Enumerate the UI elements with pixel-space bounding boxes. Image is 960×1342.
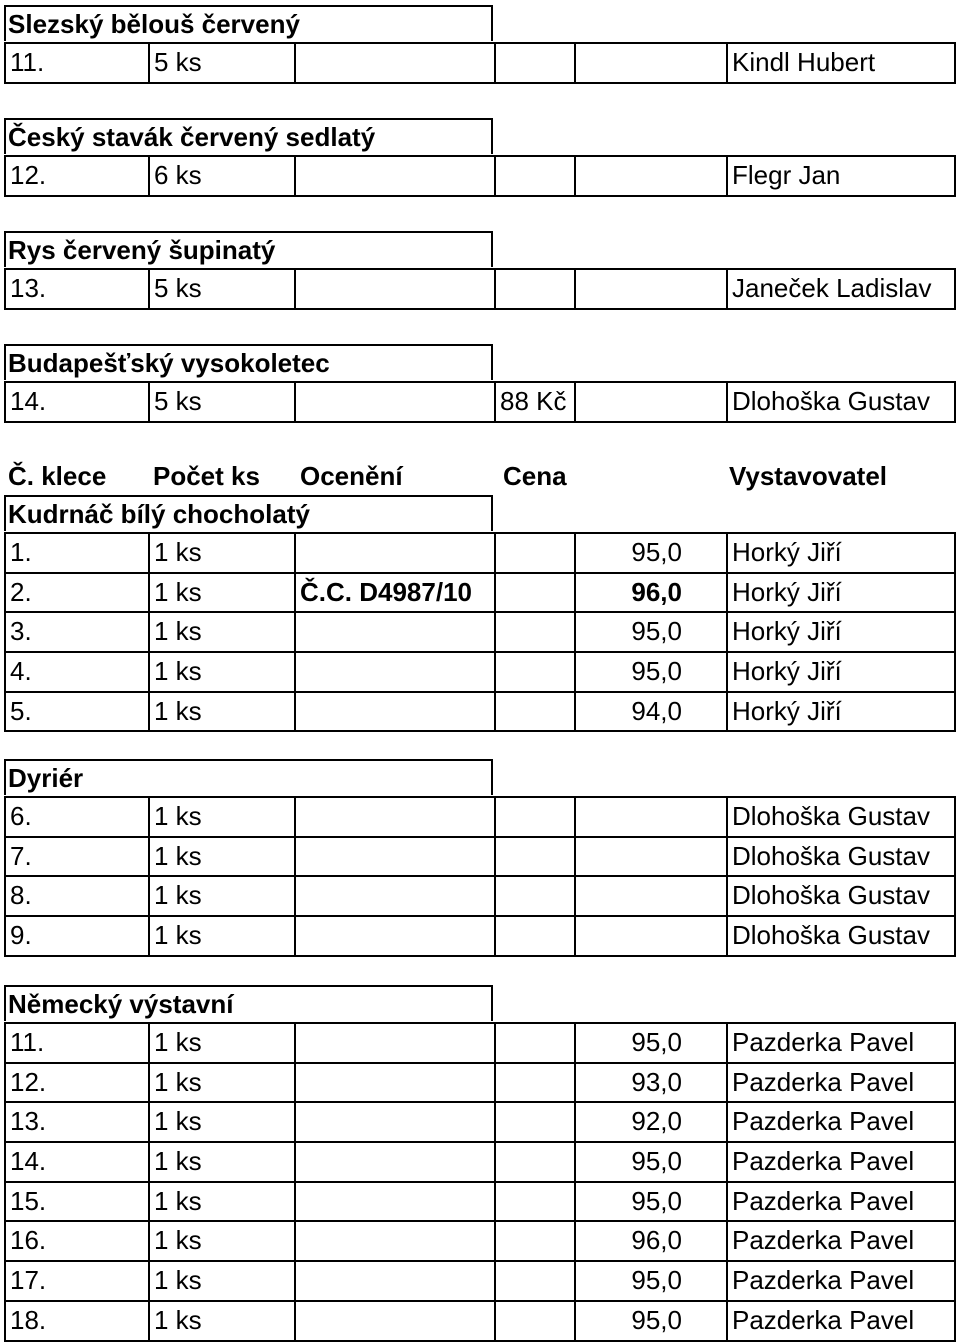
score: 95,0 bbox=[576, 1262, 728, 1300]
column-headers bbox=[0, 458, 960, 494]
table-row bbox=[6, 157, 954, 195]
score bbox=[576, 838, 728, 876]
score: 95,0 bbox=[576, 1302, 728, 1340]
table-row bbox=[6, 572, 954, 612]
table-row bbox=[6, 836, 954, 876]
award bbox=[296, 1103, 496, 1141]
score bbox=[576, 157, 728, 195]
exhibitor: Horký Jiří bbox=[732, 695, 842, 726]
cage-number: 2. bbox=[6, 574, 150, 612]
price bbox=[496, 574, 576, 612]
price bbox=[496, 1064, 576, 1102]
section-rys bbox=[0, 231, 960, 310]
cage-number: 17. bbox=[6, 1262, 150, 1300]
exhibitor: Horký Jiří bbox=[732, 537, 842, 567]
cage-number: 13. bbox=[6, 270, 150, 308]
table-row bbox=[6, 383, 954, 421]
table-row bbox=[6, 1101, 954, 1141]
cage-number: 14. bbox=[6, 383, 150, 421]
section-table bbox=[4, 42, 956, 84]
cage-number: 11. bbox=[6, 1024, 150, 1062]
count: 1 ks bbox=[150, 1103, 296, 1141]
table-row bbox=[6, 651, 954, 691]
exhibitor: Flegr Jan bbox=[732, 160, 841, 190]
section-header bbox=[0, 344, 960, 381]
price bbox=[496, 653, 576, 691]
exhibitor: Pazderka Pavel bbox=[732, 1304, 915, 1335]
award bbox=[296, 1302, 496, 1340]
cage-number: 6. bbox=[6, 798, 150, 836]
section-title: Dyriér bbox=[8, 763, 84, 793]
exhibitor: Kindl Hubert bbox=[732, 47, 876, 77]
cage-number: 5. bbox=[6, 693, 150, 731]
table-row bbox=[6, 1220, 954, 1260]
count: 5 ks bbox=[150, 44, 296, 82]
award bbox=[296, 1262, 496, 1300]
header-oceneni: Ocenění bbox=[300, 461, 403, 491]
exhibitor: Pazderka Pavel bbox=[732, 1185, 915, 1216]
table-row bbox=[6, 270, 954, 308]
exhibitor: Janeček Ladislav bbox=[732, 273, 932, 303]
table-row bbox=[6, 534, 954, 572]
cage-number: 12. bbox=[6, 1064, 150, 1102]
table-row bbox=[6, 875, 954, 915]
cage-number: 1. bbox=[6, 534, 150, 572]
score bbox=[576, 383, 728, 421]
award bbox=[296, 383, 496, 421]
award bbox=[296, 1143, 496, 1181]
award bbox=[296, 1024, 496, 1062]
count: 5 ks bbox=[150, 383, 296, 421]
exhibitor: Dlohoška Gustav bbox=[732, 801, 930, 831]
section-cesky-stavak bbox=[0, 118, 960, 197]
exhibitor: Pazderka Pavel bbox=[732, 1066, 915, 1097]
award: Č.C. D4987/10 bbox=[296, 574, 496, 612]
award bbox=[296, 653, 496, 691]
section-nemecky bbox=[0, 985, 960, 1342]
score bbox=[576, 877, 728, 915]
price bbox=[496, 798, 576, 836]
score: 95,0 bbox=[576, 534, 728, 572]
count: 6 ks bbox=[150, 157, 296, 195]
exhibitor: Horký Jiří bbox=[732, 576, 842, 607]
count: 1 ks bbox=[150, 1143, 296, 1181]
section-table bbox=[4, 268, 956, 310]
count: 1 ks bbox=[150, 534, 296, 572]
exhibitor: Horký Jiří bbox=[732, 656, 842, 687]
count: 1 ks bbox=[150, 1064, 296, 1102]
section-table bbox=[4, 532, 956, 732]
exhibitor: Pazderka Pavel bbox=[732, 1146, 915, 1177]
score bbox=[576, 798, 728, 836]
header-pocet: Počet ks bbox=[153, 461, 260, 491]
score: 95,0 bbox=[576, 613, 728, 651]
score: 95,0 bbox=[576, 1143, 728, 1181]
exhibitor: Pazderka Pavel bbox=[732, 1106, 915, 1137]
score: 96,0 bbox=[576, 1222, 728, 1260]
table-row bbox=[6, 1024, 954, 1062]
count: 1 ks bbox=[150, 1302, 296, 1340]
table-row bbox=[6, 1062, 954, 1102]
price bbox=[496, 1103, 576, 1141]
section-header bbox=[0, 231, 960, 268]
section-header bbox=[0, 985, 960, 1022]
count: 1 ks bbox=[150, 877, 296, 915]
section-table bbox=[4, 1022, 956, 1342]
award bbox=[296, 798, 496, 836]
section-header bbox=[0, 118, 960, 155]
count: 1 ks bbox=[150, 917, 296, 955]
count: 1 ks bbox=[150, 838, 296, 876]
section-budapestsky bbox=[0, 344, 960, 423]
count: 1 ks bbox=[150, 798, 296, 836]
price bbox=[496, 534, 576, 572]
price bbox=[496, 270, 576, 308]
award bbox=[296, 693, 496, 731]
section-title: Slezský bělouš červený bbox=[8, 9, 300, 39]
award bbox=[296, 917, 496, 955]
score: 93,0 bbox=[576, 1064, 728, 1102]
price bbox=[496, 877, 576, 915]
header-cena: Cena bbox=[503, 461, 567, 491]
header-vystavovatel: Vystavovatel bbox=[729, 461, 888, 491]
count: 1 ks bbox=[150, 1024, 296, 1062]
cage-number: 16. bbox=[6, 1222, 150, 1260]
award bbox=[296, 1183, 496, 1221]
price bbox=[496, 613, 576, 651]
count: 1 ks bbox=[150, 693, 296, 731]
exhibitor: Dlohoška Gustav bbox=[732, 880, 930, 911]
cage-number: 3. bbox=[6, 613, 150, 651]
award bbox=[296, 838, 496, 876]
award bbox=[296, 44, 496, 82]
award bbox=[296, 157, 496, 195]
score bbox=[576, 44, 728, 82]
table-row bbox=[6, 611, 954, 651]
cage-number: 7. bbox=[6, 838, 150, 876]
price bbox=[496, 917, 576, 955]
price bbox=[496, 693, 576, 731]
score: 96,0 bbox=[576, 574, 728, 612]
award bbox=[296, 1064, 496, 1102]
exhibitor: Pazderka Pavel bbox=[732, 1265, 915, 1296]
count: 1 ks bbox=[150, 1262, 296, 1300]
table-row bbox=[6, 1260, 954, 1300]
exhibitor: Dlohoška Gustav bbox=[732, 920, 930, 951]
award bbox=[296, 877, 496, 915]
section-title: Kudrnáč bílý chocholatý bbox=[8, 499, 310, 529]
section-header bbox=[0, 5, 960, 42]
count: 1 ks bbox=[150, 1183, 296, 1221]
price bbox=[496, 1024, 576, 1062]
section-title: Rys červený šupinatý bbox=[8, 235, 276, 265]
table-row bbox=[6, 1300, 954, 1340]
section-kudrnac bbox=[0, 495, 960, 732]
score bbox=[576, 917, 728, 955]
section-title: Český stavák červený sedlatý bbox=[8, 122, 376, 152]
section-title: Budapešťský vysokoletec bbox=[8, 348, 330, 378]
section-header bbox=[0, 759, 960, 796]
count: 1 ks bbox=[150, 653, 296, 691]
table-row bbox=[6, 915, 954, 955]
count: 1 ks bbox=[150, 1222, 296, 1260]
exhibitor: Horký Jiří bbox=[732, 616, 842, 647]
count: 1 ks bbox=[150, 613, 296, 651]
price bbox=[496, 1143, 576, 1181]
cage-number: 4. bbox=[6, 653, 150, 691]
price bbox=[496, 157, 576, 195]
exhibitor: Pazderka Pavel bbox=[732, 1225, 915, 1256]
section-dyrier bbox=[0, 759, 960, 957]
cage-number: 8. bbox=[6, 877, 150, 915]
section-header bbox=[0, 495, 960, 532]
price bbox=[496, 1183, 576, 1221]
section-slezsky bbox=[0, 5, 960, 84]
cage-number: 15. bbox=[6, 1183, 150, 1221]
exhibitor: Dlohoška Gustav bbox=[732, 840, 930, 871]
score: 92,0 bbox=[576, 1103, 728, 1141]
cage-number: 18. bbox=[6, 1302, 150, 1340]
price bbox=[496, 44, 576, 82]
section-table bbox=[4, 381, 956, 423]
cage-number: 9. bbox=[6, 917, 150, 955]
cage-number: 13. bbox=[6, 1103, 150, 1141]
price bbox=[496, 1262, 576, 1300]
score: 95,0 bbox=[576, 1183, 728, 1221]
award bbox=[296, 1222, 496, 1260]
count: 5 ks bbox=[150, 270, 296, 308]
score bbox=[576, 270, 728, 308]
exhibitor: Pazderka Pavel bbox=[732, 1027, 915, 1057]
score: 95,0 bbox=[576, 1024, 728, 1062]
section-table bbox=[4, 796, 956, 957]
price bbox=[496, 1302, 576, 1340]
cage-number: 14. bbox=[6, 1143, 150, 1181]
award bbox=[296, 534, 496, 572]
price bbox=[496, 838, 576, 876]
score: 94,0 bbox=[576, 693, 728, 731]
table-row bbox=[6, 798, 954, 836]
exhibitor: Dlohoška Gustav bbox=[732, 386, 930, 416]
cage-number: 12. bbox=[6, 157, 150, 195]
cage-number: 11. bbox=[6, 44, 150, 82]
table-row bbox=[6, 691, 954, 731]
count: 1 ks bbox=[150, 574, 296, 612]
price: 88 Kč bbox=[496, 383, 576, 421]
table-row bbox=[6, 1141, 954, 1181]
table-row bbox=[6, 1181, 954, 1221]
score: 95,0 bbox=[576, 653, 728, 691]
award bbox=[296, 613, 496, 651]
section-title: Německý výstavní bbox=[8, 989, 234, 1019]
header-klece: Č. klece bbox=[8, 461, 107, 491]
table-row bbox=[6, 44, 954, 82]
price bbox=[496, 1222, 576, 1260]
section-table bbox=[4, 155, 956, 197]
award bbox=[296, 270, 496, 308]
